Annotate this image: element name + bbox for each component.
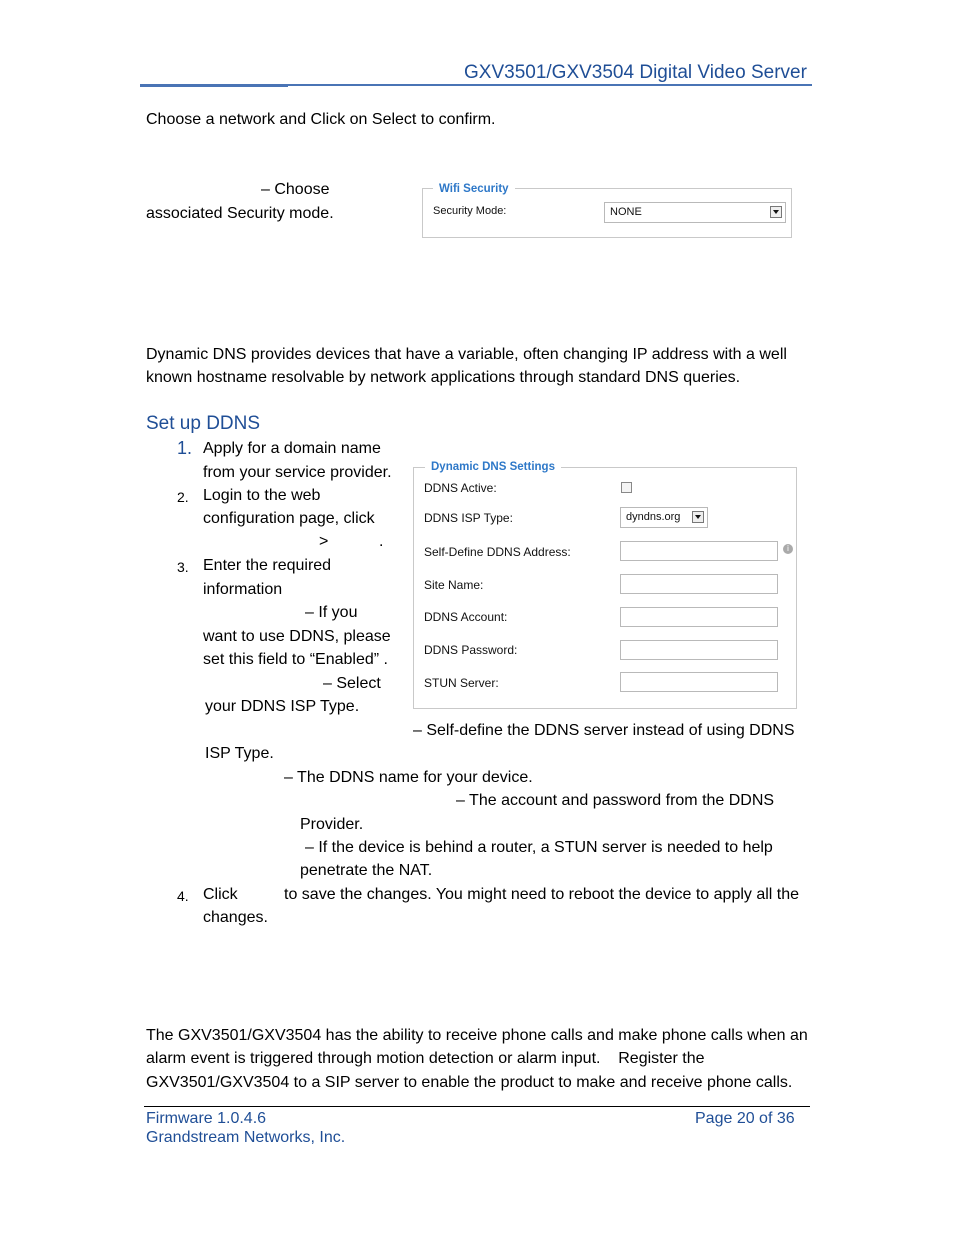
sip-intro-line-3: GXV3501/GXV3504 to a SIP server to enable the product to make and receive phone calls.: [146, 1074, 793, 1091]
step-2-number: 2.: [177, 489, 189, 505]
site-name-label: Site Name:: [424, 578, 484, 592]
step-2-line-1: Login to the web: [203, 487, 321, 504]
step-4-line-1: to save the changes. You might need to reboot the device to apply all the: [284, 886, 800, 903]
wifi-security-panel-title: Wifi Security: [433, 183, 515, 195]
ddns-active-label: DDNS Active:: [424, 481, 497, 495]
step-2-period: .: [379, 533, 384, 550]
ddns-active-checkbox[interactable]: [621, 482, 632, 493]
step-4-click: Click: [203, 886, 238, 903]
step-2-line-2: configuration page, click: [203, 510, 375, 527]
step-3-number: 3.: [177, 559, 189, 575]
step-3-line-2: information: [203, 581, 283, 598]
footer-firmware: Firmware 1.0.4.6: [146, 1110, 267, 1127]
ddns-password-label: DDNS Password:: [424, 643, 518, 657]
self-define-address-input[interactable]: [620, 541, 778, 561]
document-header-title: GXV3501/GXV3504 Digital Video Server: [464, 62, 807, 83]
step-1-line-1: Apply for a domain name: [203, 440, 381, 457]
ddns-isp-type-select[interactable]: [620, 507, 708, 528]
chevron-down-icon[interactable]: [692, 511, 704, 523]
ddns-active-desc-2: want to use DDNS, please: [203, 628, 391, 645]
ddns-isp-type-label: DDNS ISP Type:: [424, 511, 513, 525]
wifi-security-desc-2: associated Security mode.: [146, 205, 334, 222]
self-define-desc-2: ISP Type.: [205, 745, 274, 762]
site-name-input[interactable]: [620, 574, 778, 594]
step-2-separator: >: [319, 533, 329, 550]
ddns-intro-line-2: known hostname resolvable by network applications through standard DNS queries.: [146, 369, 741, 386]
step-4-line-2: changes.: [203, 909, 268, 926]
ddns-isp-type-value: dyndns.org: [626, 511, 681, 523]
footer-company: Grandstream Networks, Inc.: [146, 1129, 346, 1146]
stun-desc-2: penetrate the NAT.: [300, 862, 433, 879]
security-mode-select[interactable]: [604, 202, 786, 223]
header-rule-accent: [140, 86, 288, 87]
chevron-down-icon[interactable]: [770, 206, 782, 218]
footer-page-number: Page 20 of 36: [695, 1110, 795, 1127]
ddns-password-input[interactable]: [620, 640, 778, 660]
step-1-number: 1.: [177, 438, 193, 458]
account-desc-1: – The account and password from the DDNS: [456, 792, 775, 809]
ddns-isp-desc-2: your DDNS ISP Type.: [205, 698, 360, 715]
setup-ddns-heading: Set up DDNS: [146, 413, 261, 434]
self-define-desc-1: – Self-define the DDNS server instead of using DDNS: [413, 722, 795, 739]
ddns-active-desc-1: – If you: [305, 604, 358, 621]
step-3-line-1: Enter the required: [203, 557, 332, 574]
ddns-account-input[interactable]: [620, 607, 778, 627]
stun-desc-1: – If the device is behind a router, a STUN server is needed to help: [305, 839, 773, 856]
step-1-line-2: from your service provider.: [203, 464, 392, 481]
ddns-settings-panel-title: Dynamic DNS Settings: [425, 461, 561, 473]
stun-server-input[interactable]: [620, 672, 778, 692]
ddns-active-desc-3: set this field to “Enabled” .: [203, 651, 388, 668]
footer-rule: [144, 1106, 810, 1107]
stun-server-label: STUN Server:: [424, 676, 499, 690]
step-4-number: 4.: [177, 888, 189, 904]
site-name-desc: – The DDNS name for your device.: [284, 769, 533, 786]
ddns-account-label: DDNS Account:: [424, 610, 508, 624]
account-desc-2: Provider.: [300, 816, 364, 833]
self-define-address-label: Self-Define DDNS Address:: [424, 545, 571, 559]
info-icon[interactable]: i: [783, 544, 793, 554]
sip-intro-line-2: alarm event is triggered through motion detection or alarm input. Register the: [146, 1050, 705, 1067]
wifi-security-desc-1: – Choose: [261, 181, 330, 198]
sip-intro-line-1: The GXV3501/GXV3504 has the ability to receive phone calls and make phone calls when an: [146, 1027, 808, 1044]
select-network-text: Choose a network and Click on Select to confirm.: [146, 111, 496, 128]
ddns-isp-desc-1: – Select: [323, 675, 381, 692]
security-mode-value: NONE: [610, 206, 642, 218]
security-mode-label: Security Mode:: [433, 205, 507, 217]
ddns-intro-line-1: Dynamic DNS provides devices that have a variable, often changing IP address with a well: [146, 346, 787, 363]
